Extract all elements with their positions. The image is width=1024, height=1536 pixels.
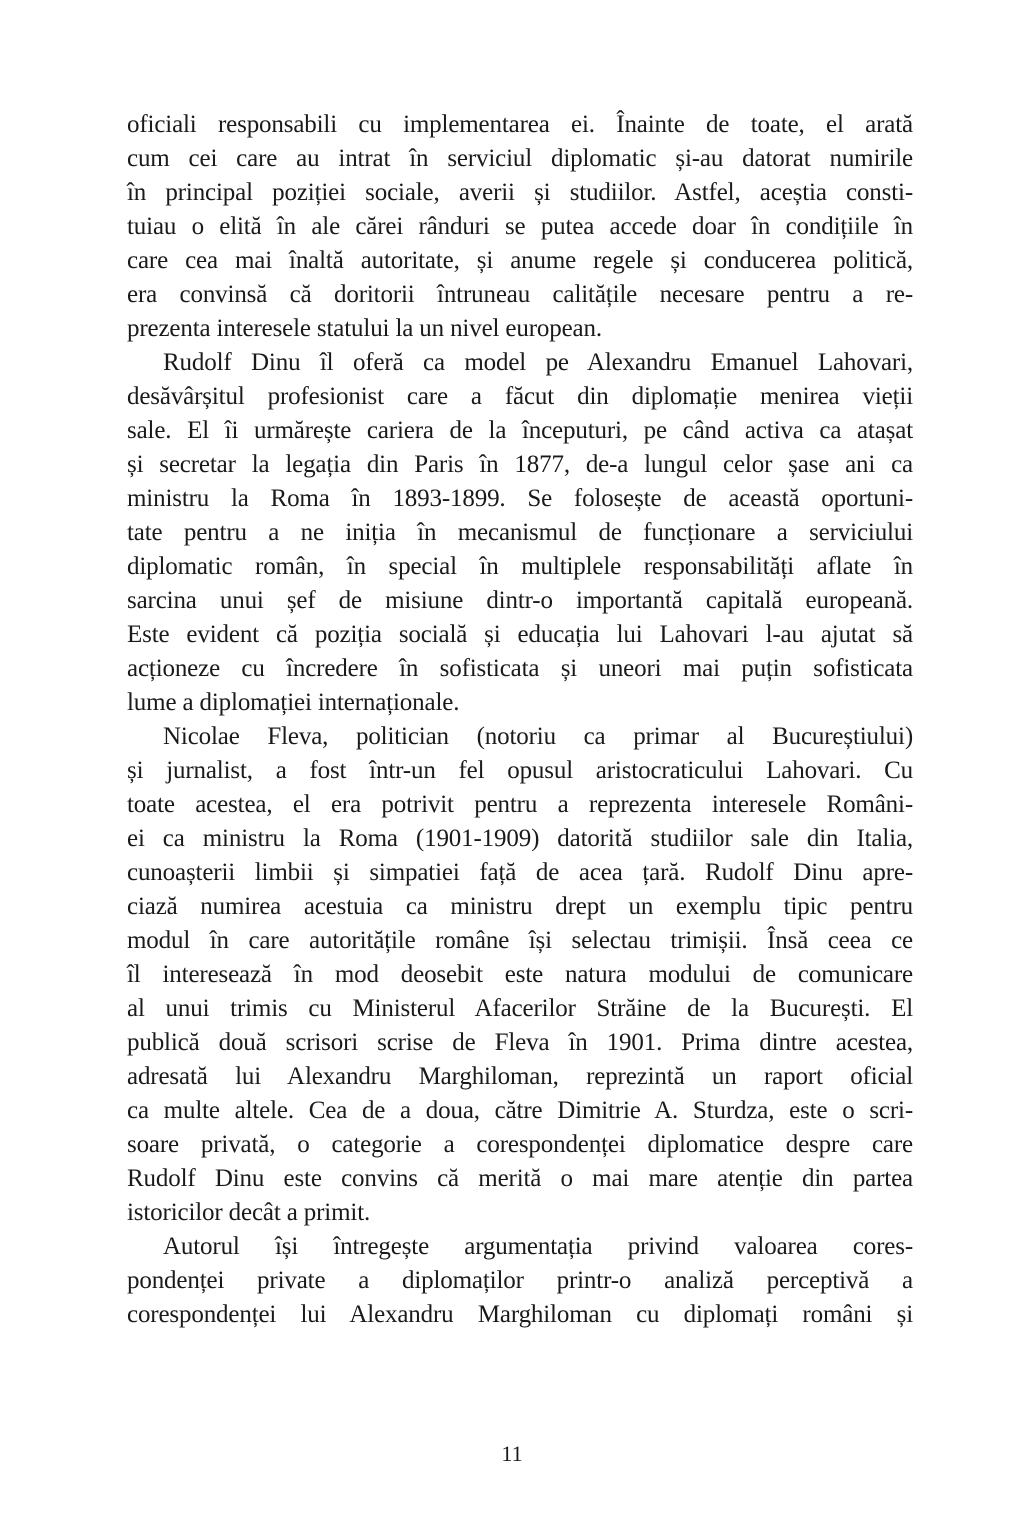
text-line: cum cei care au intrat în serviciul diplomatic și-au datorat numirile <box>127 145 913 172</box>
page-body <box>127 108 913 1332</box>
text-line: era convinsă că doritorii întruneau calitățile necesare pentru a re- <box>127 281 913 308</box>
text-line: desăvârșitul profesionist care a făcut din diplomație menirea vieții <box>127 383 913 410</box>
paragraph-4 <box>127 1230 913 1332</box>
text-line: Rudolf Dinu este convins că merită o mai mare atenție din partea <box>127 1165 913 1192</box>
text-line: diplomatic român, în special în multiplele responsabilități aflate în <box>127 553 913 580</box>
text-line: și jurnalist, a fost într-un fel opusul aristocraticului Lahovari. Cu <box>127 757 913 784</box>
text-line: în principal poziției sociale, averii și studiilor. Astfel, aceștia consti- <box>127 179 913 206</box>
text-line: și secretar la legația din Paris în 1877, de-a lungul celor șase ani ca <box>127 451 913 478</box>
text-line: cunoașterii limbii și simpatiei față de acea țară. Rudolf Dinu apre- <box>127 859 913 886</box>
text-line: ei ca ministru la Roma (1901-1909) datorită studiilor sale din Italia, <box>127 825 913 852</box>
text-line: oficiali responsabili cu implementarea ei. Înainte de toate, el arată <box>127 111 913 138</box>
paragraph-2 <box>127 346 913 720</box>
text-line: Este evident că poziția socială și educația lui Lahovari l-au ajutat să <box>127 621 913 648</box>
text-line: lume a diplomației internaționale. <box>127 689 460 716</box>
text-line: modul în care autoritățile române își selectau trimișii. Însă ceea ce <box>127 927 913 954</box>
text-line: prezenta interesele statului la un nivel european. <box>127 315 602 342</box>
text-line: ciază numirea acestuia ca ministru drept un exemplu tipic pentru <box>127 893 913 920</box>
text-line: Rudolf Dinu îl oferă ca model pe Alexandru Emanuel Lahovari, <box>163 349 913 376</box>
text-line: Nicolae Fleva, politician (notoriu ca primar al Bucureștiului) <box>163 723 913 750</box>
text-line: istoricilor decât a primit. <box>127 1199 371 1226</box>
text-line: care cea mai înaltă autoritate, și anume regele și conducerea politică, <box>127 247 913 274</box>
text-line: adresată lui Alexandru Marghiloman, reprezintă un raport oficial <box>127 1063 913 1090</box>
paragraph-1 <box>127 108 913 346</box>
text-line: publică două scrisori scrise de Fleva în 1901. Prima dintre acestea, <box>127 1029 913 1056</box>
text-line: ministru la Roma în 1893-1899. Se folosește de această oportuni- <box>127 485 913 512</box>
text-line: acționeze cu încredere în sofisticata și uneori mai puțin sofisticata <box>127 655 913 682</box>
text-line: tuiau o elită în ale cărei rânduri se putea accede doar în condițiile în <box>127 213 913 240</box>
text-line: sale. El îi urmărește cariera de la începuturi, pe când activa ca atașat <box>127 417 913 444</box>
text-line: sarcina unui șef de misiune dintr-o importantă capitală europeană. <box>127 587 913 614</box>
text-line: ca multe altele. Cea de a doua, către Dimitrie A. Sturdza, este o scri- <box>127 1097 913 1124</box>
page-number: 11 <box>501 1441 523 1466</box>
text-line: al unui trimis cu Ministerul Afacerilor Străine de la București. El <box>127 995 913 1022</box>
text-line: pondenței private a diplomaților printr-o analiză perceptivă a <box>127 1267 913 1294</box>
text-line: Autorul își întregește argumentația privind valoarea cores- <box>163 1233 913 1260</box>
text-line: tate pentru a ne iniția în mecanismul de funcționare a serviciului <box>127 519 913 546</box>
paragraph-3 <box>127 720 913 1230</box>
text-line: soare privată, o categorie a corespondenței diplomatice despre care <box>127 1131 913 1158</box>
text-line: îl interesează în mod deosebit este natura modului de comunicare <box>127 961 913 988</box>
text-line: toate acestea, el era potrivit pentru a reprezenta interesele Români- <box>127 791 913 818</box>
text-line: corespondenței lui Alexandru Marghiloman cu diplomați români și <box>127 1301 913 1328</box>
